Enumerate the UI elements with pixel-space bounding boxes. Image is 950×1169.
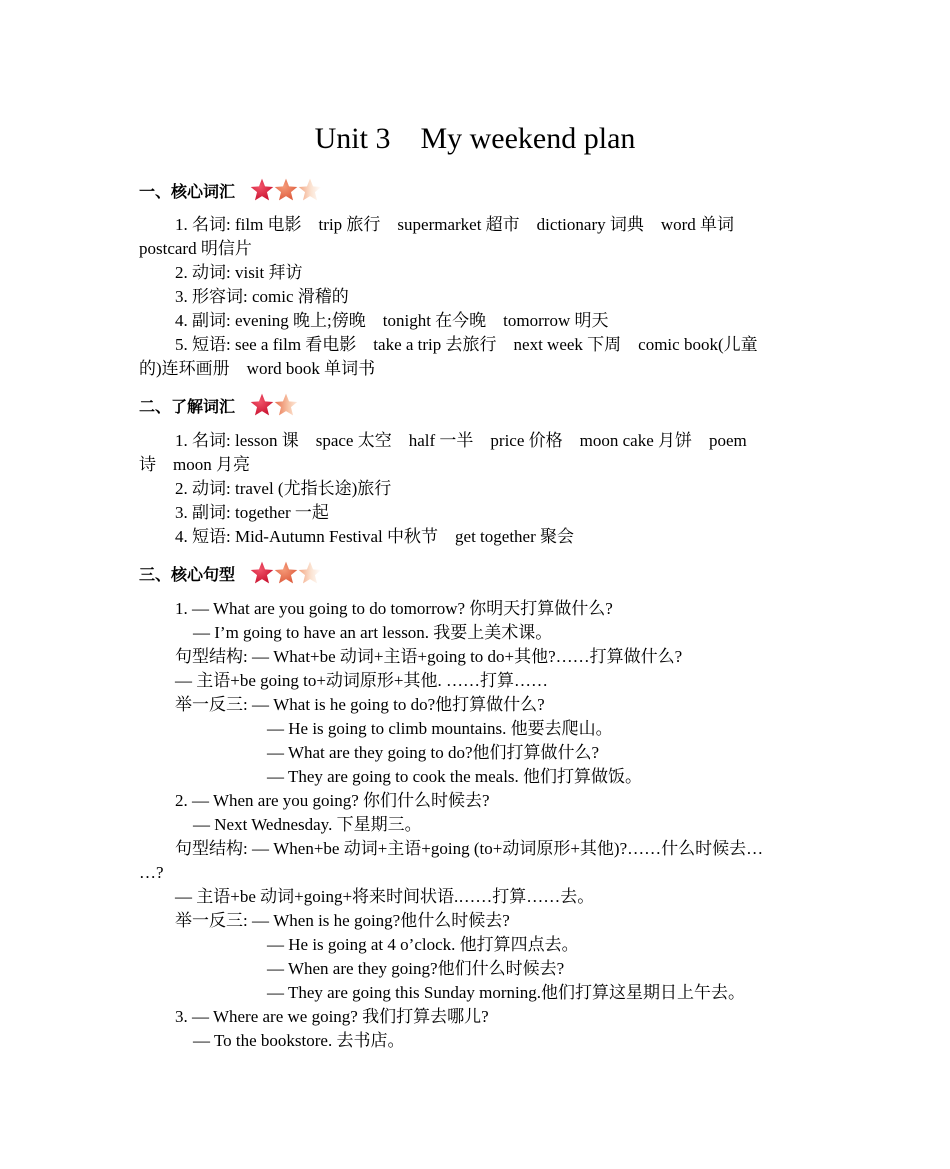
text-line: 2. 动词: visit 拜访 xyxy=(175,263,303,282)
star-full-icon xyxy=(249,392,275,418)
text-line: — They are going this Sunday morning.他们打算这星期日上午去。 xyxy=(267,983,746,1002)
text-line: 举一反三: — When is he going?他什么时候去? xyxy=(175,911,510,930)
text-line: — He is going at 4 o’clock. 他打算四点去。 xyxy=(267,935,579,954)
text-line: 句型结构: — What+be 动词+主语+going to do+其他?……打算做什么? xyxy=(175,647,683,666)
section-heading-core-sentences xyxy=(139,560,321,586)
text-line: — 主语+be 动词+going+将来时间状语.……打算……去。 xyxy=(175,887,595,906)
text-line: — He is going to climb mountains. 他要去爬山。 xyxy=(267,719,613,738)
star-half-icon xyxy=(297,177,323,203)
section-heading-extra-vocabulary xyxy=(139,392,297,418)
text-line: 1. — What are you going to do tomorrow? 你明天打算做什么? xyxy=(175,599,613,618)
text-line: postcard 明信片 xyxy=(139,239,252,258)
page-title: Unit 3 My weekend plan xyxy=(314,122,636,155)
text-line: 1. 名词: lesson 课 space 太空 half 一半 price 价格 moon cake 月饼 poem xyxy=(175,431,747,450)
text-line: 举一反三: — What is he going to do?他打算做什么? xyxy=(175,695,545,714)
difficulty-rating xyxy=(249,177,321,203)
text-line: — Next Wednesday. 下星期三。 xyxy=(193,815,422,834)
difficulty-rating xyxy=(249,392,297,418)
text-line: — 主语+be going to+动词原形+其他. ……打算…… xyxy=(175,671,549,690)
text-line: 4. 副词: evening 晚上;傍晚 tonight 在今晚 tomorrow 明天 xyxy=(175,311,609,330)
text-line: — To the bookstore. 去书店。 xyxy=(193,1031,405,1050)
text-line: 3. — Where are we going? 我们打算去哪儿? xyxy=(175,1007,489,1026)
text-line: …? xyxy=(139,863,164,882)
text-line: 2. 动词: travel (尤指长途)旅行 xyxy=(175,479,392,498)
text-line: 诗 moon 月亮 xyxy=(139,455,250,474)
text-line: — They are going to cook the meals. 他们打算做饭。 xyxy=(267,767,643,786)
section-label: 一、核心词汇 xyxy=(139,181,236,201)
star-half-icon xyxy=(273,392,299,418)
text-line: — What are they going to do?他们打算做什么? xyxy=(267,743,600,762)
text-line: 1. 名词: film 电影 trip 旅行 supermarket 超市 dictionary 词典 word 单词 xyxy=(175,215,735,234)
star-full-icon xyxy=(249,560,275,586)
text-line: — When are they going?他们什么时候去? xyxy=(267,959,565,978)
text-line: 的)连环画册 word book 单词书 xyxy=(139,359,376,378)
text-line: 3. 副词: together 一起 xyxy=(175,503,329,522)
difficulty-rating xyxy=(249,560,321,586)
star-full-icon xyxy=(273,560,299,586)
section-label: 二、了解词汇 xyxy=(139,396,236,416)
star-half-icon xyxy=(297,560,323,586)
text-line: 2. — When are you going? 你们什么时候去? xyxy=(175,791,490,810)
section-label: 三、核心句型 xyxy=(139,564,236,584)
text-line: 4. 短语: Mid-Autumn Festival 中秋节 get together 聚会 xyxy=(175,527,574,546)
text-line: 句型结构: — When+be 动词+主语+going (to+动词原形+其他)?……什么时候去… xyxy=(175,839,764,858)
text-line: 5. 短语: see a film 看电影 take a trip 去旅行 next week 下周 comic book(儿童 xyxy=(175,335,758,354)
section-heading-core-vocabulary xyxy=(139,177,321,203)
text-line: 3. 形容词: comic 滑稽的 xyxy=(175,287,349,306)
star-full-icon xyxy=(273,177,299,203)
text-line: — I’m going to have an art lesson. 我要上美术课。 xyxy=(193,623,553,642)
star-full-icon xyxy=(249,177,275,203)
